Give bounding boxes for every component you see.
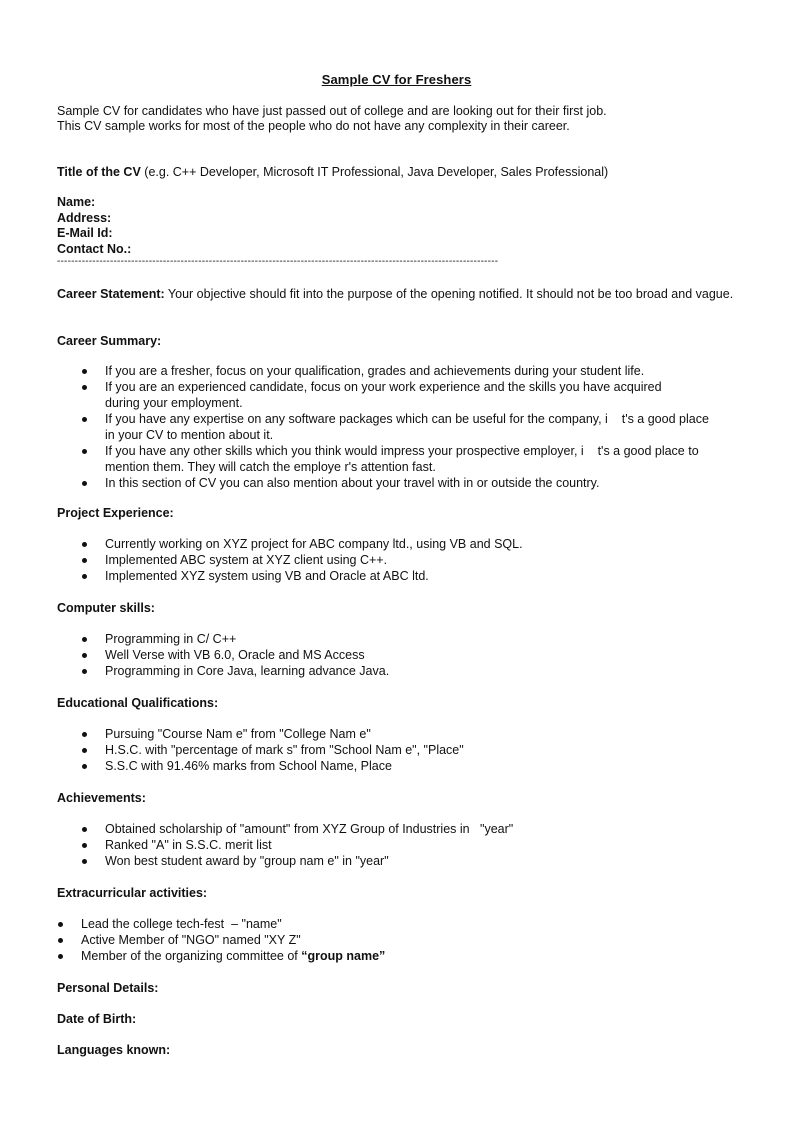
list-item: If you are a fresher, focus on your qualification, grades and achievements during your student life. (105, 363, 709, 379)
education-heading: Educational Qualifications: (57, 696, 219, 710)
email-label: E-Mail Id: (57, 226, 113, 240)
project-experience-heading: Project Experience: (57, 506, 174, 520)
bullet-icon (82, 637, 87, 642)
separator-line: ----------------------------------------------------------------------------------------------------------------------------- (57, 256, 499, 267)
bullet-icon (58, 938, 63, 943)
cv-title-line (57, 164, 608, 180)
document-title: Sample CV for Freshers (321, 72, 472, 87)
list-item: If you are an experienced candidate, focus on your work experience and the skills you have acquired during your employment. (105, 379, 709, 411)
list-item: Programming in Core Java, learning advance Java. (105, 663, 389, 679)
bullet-icon (82, 481, 87, 486)
personal-details-heading: Personal Details: (57, 981, 159, 995)
bullet-icon (58, 922, 63, 927)
bullet-icon (82, 653, 87, 658)
bullet-icon (82, 669, 87, 674)
list-item: Currently working on XYZ project for ABC company ltd., using VB and SQL. (105, 536, 523, 552)
bullet-icon (82, 748, 87, 753)
bullet-icon (82, 417, 87, 422)
bullet-icon (82, 542, 87, 547)
list-item: Active Member of "NGO" named "XY Z" (81, 932, 385, 948)
list-item: In this section of CV you can also mention about your travel with in or outside the country. (105, 475, 709, 491)
computer-skills-list (105, 631, 389, 679)
list-item: Ranked "A" in S.S.C. merit list (105, 837, 513, 853)
project-experience-list (105, 536, 523, 584)
date-of-birth-label: Date of Birth: (57, 1012, 137, 1026)
list-item: Member of the organizing committee of “group name” (81, 948, 385, 964)
computer-skills-heading: Computer skills: (57, 601, 155, 615)
list-item: Won best student award by "group nam e" in "year" (105, 853, 513, 869)
bullet-icon (82, 859, 87, 864)
bullet-icon (82, 732, 87, 737)
list-item: S.S.C with 91.46% marks from School Name, Place (105, 758, 464, 774)
name-label: Name: (57, 195, 96, 209)
list-item: Pursuing "Course Nam e" from "College Nam e" (105, 726, 464, 742)
career-summary-heading: Career Summary: (57, 334, 162, 348)
address-label: Address: (57, 211, 112, 225)
bullet-icon (82, 369, 87, 374)
career-statement-text: Your objective should fit into the purpose of the opening notified. It should not be too broad and vague. (164, 287, 734, 301)
list-item: If you have any other skills which you think would impress your prospective employer, i t's a good place to mention them. They will catch the employe r's attention fast. (105, 443, 709, 475)
bullet-icon (82, 449, 87, 454)
list-item: Programming in C/ C++ (105, 631, 389, 647)
bullet-icon (82, 385, 87, 390)
education-list (105, 726, 464, 774)
bullet-icon (82, 843, 87, 848)
bullet-icon (82, 827, 87, 832)
career-statement (57, 287, 737, 303)
bullet-icon (82, 574, 87, 579)
achievements-list (105, 821, 513, 869)
intro-line-1: Sample CV for candidates who have just passed out of college and are looking out for their first job. (57, 104, 607, 118)
extracurricular-list (81, 916, 385, 964)
list-item: Implemented XYZ system using VB and Oracle at ABC ltd. (105, 568, 523, 584)
list-item: Implemented ABC system at XYZ client using C++. (105, 552, 523, 568)
extracurricular-heading: Extracurricular activities: (57, 886, 208, 900)
list-item: If you have any expertise on any software packages which can be useful for the company, i t's a good place in your CV to mention about it. (105, 411, 709, 443)
list-item: Well Verse with VB 6.0, Oracle and MS Access (105, 647, 389, 663)
intro-line-2: This CV sample works for most of the people who do not have any complexity in their career. (57, 119, 570, 133)
languages-known-label: Languages known: (57, 1043, 171, 1057)
cv-title-example: (e.g. C++ Developer, Microsoft IT Professional, Java Developer, Sales Professional) (140, 165, 609, 179)
list-item: Lead the college tech-fest – "name" (81, 916, 385, 932)
cv-title-label: Title of the CV (57, 165, 141, 179)
contact-number-label: Contact No.: (57, 242, 132, 256)
bullet-icon (58, 954, 63, 959)
achievements-heading: Achievements: (57, 791, 146, 805)
bullet-icon (82, 558, 87, 563)
career-statement-label: Career Statement: (57, 287, 165, 301)
career-summary-list (105, 363, 709, 491)
list-item: Obtained scholarship of "amount" from XYZ Group of Industries in "year" (105, 821, 513, 837)
bullet-icon (82, 764, 87, 769)
list-item: H.S.C. with "percentage of mark s" from "School Nam e", "Place" (105, 742, 464, 758)
